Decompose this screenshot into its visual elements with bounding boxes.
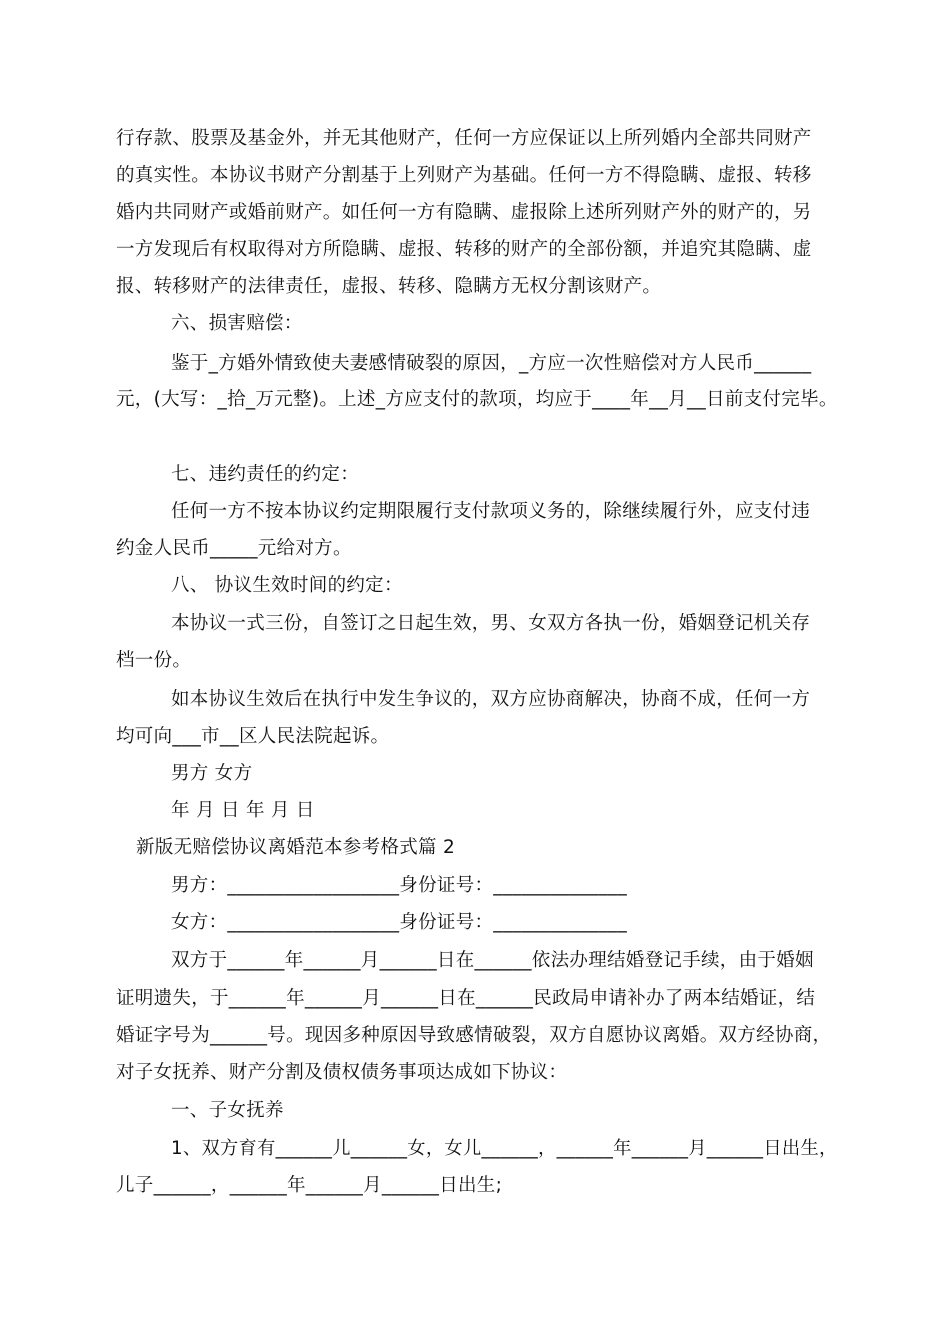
paragraph-line: 双方于______年______月______日在______依法办理结婚登记手续，由于婚姻: [171, 950, 814, 971]
paragraph-line: 本协议一式三份，自签订之日起生效，男、女双方各执一份，婚姻登记机关存: [171, 613, 811, 634]
section-heading-breach: 七、违约责任的约定：: [171, 464, 360, 485]
paragraph-line: 婚内共同财产或婚前财产。如任何一方有隐瞒、虚报除上述所列财产外的财产的，另: [116, 202, 812, 223]
paragraph-line: 婚证字号为______号。现因多种原因导致感情破裂，双方自愿协议离婚。双方经协商，: [116, 1025, 832, 1046]
signature-parties: 男方 女方: [171, 763, 253, 784]
paragraph-line: 如本协议生效后在执行中发生争议的，双方应协商解决，协商不成，任何一方: [171, 689, 811, 710]
section-heading-children: 一、子女抚养: [171, 1100, 284, 1121]
paragraph-line: 鉴于_方婚外情致使夫妻感情破裂的原因，_方应一次性赔偿对方人民币______: [171, 353, 812, 374]
paragraph-line: 任何一方不按本协议约定期限履行支付款项义务的，除继续履行外，应支付违: [171, 501, 811, 522]
paragraph-line: 儿子______，______年______月______日出生;: [116, 1175, 503, 1196]
paragraph-line: 一方发现后有权取得对方所隐瞒、虚报、转移的财产的全部份额，并追究其隐瞒、虚: [116, 239, 812, 260]
paragraph-line: 报、转移财产的法律责任，虚报、转移、隐瞒方无权分割该财产。: [116, 276, 662, 297]
paragraph-line: 元，(大写：_拾_万元整)。上述_方应支付的款项，均应于____年__月__日前支付完毕。: [116, 389, 838, 410]
paragraph-line: 的真实性。本协议书财产分割基于上列财产为基础。任何一方不得隐瞒、虚报、转移: [116, 165, 812, 186]
section-title: 新版无赔偿协议离婚范本参考格式篇 2: [136, 837, 456, 858]
paragraph-line: 证明遗失，于______年______月______日在______民政局申请补办了两本结婚证，结: [116, 988, 816, 1009]
signature-dates: 年 月 日 年 月 日: [171, 800, 315, 821]
paragraph-line: 约金人民币_____元给对方。: [116, 538, 352, 559]
paragraph-line: 1、双方育有______儿______女，女儿______，______年______月______日出生，: [171, 1138, 838, 1159]
section-heading-effective: 八、 协议生效时间的约定：: [171, 575, 403, 596]
paragraph-line: 行存款、股票及基金外，并无其他财产，任何一方应保证以上所列婚内全部共同财产: [116, 128, 812, 149]
paragraph-line: 档一份。: [116, 650, 192, 671]
paragraph-line: 均可向___市__区人民法院起诉。: [116, 726, 390, 747]
section-heading-damages: 六、损害赔偿：: [171, 313, 303, 334]
female-party-line: 女方：__________________身份证号：______________: [171, 912, 628, 933]
paragraph-line: 对子女抚养、财产分割及债权债务事项达成如下协议：: [116, 1062, 568, 1083]
male-party-line: 男方：__________________身份证号：______________: [171, 875, 628, 896]
